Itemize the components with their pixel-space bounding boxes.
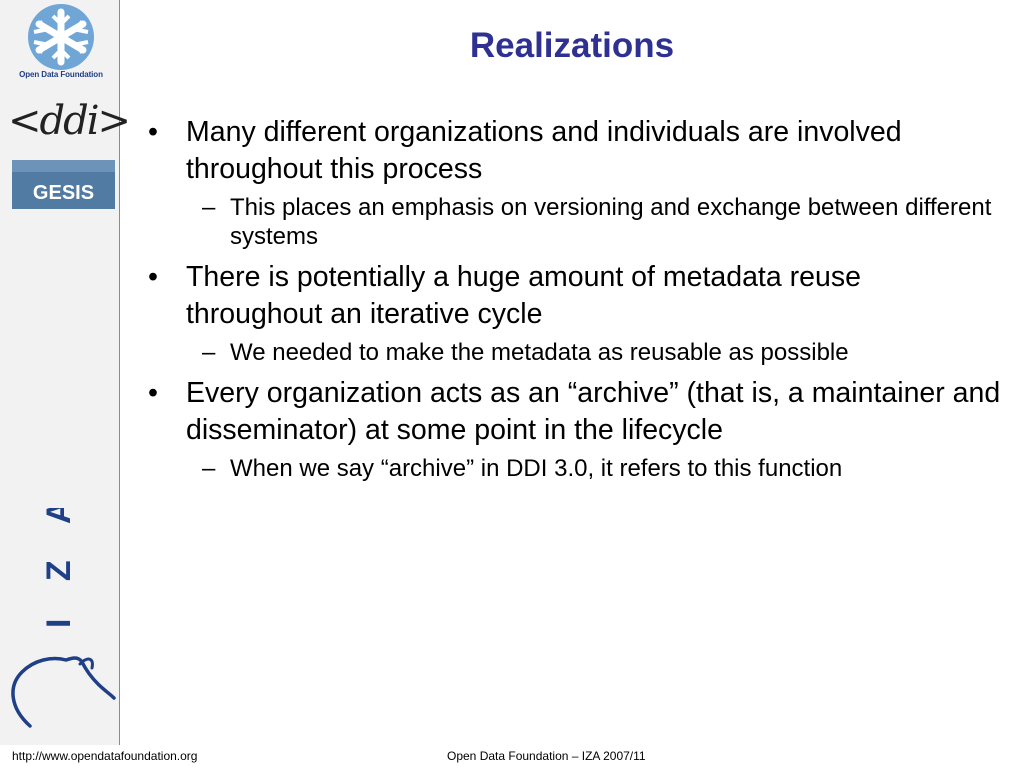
footer-url-link[interactable]: http://www.opendatafoundation.org bbox=[12, 749, 198, 763]
sub-bullet-marker: – bbox=[202, 339, 216, 366]
bullet-item bbox=[144, 114, 1004, 188]
sub-bullet-text: We needed to make the metadata as reusable as possible bbox=[230, 339, 849, 366]
bullet-text: Every organization acts as an “archive” (that is, a maintainer and disseminator) at some point in the lifecycle bbox=[186, 377, 1001, 446]
bullet-item bbox=[144, 375, 1004, 449]
sub-bullet-item bbox=[144, 193, 1004, 251]
ddi-logo: <ddi> bbox=[8, 98, 130, 144]
bullet-text: There is potentially a huge amount of metadata reuse throughout an iterative cycle bbox=[186, 261, 861, 330]
bullet-marker: • bbox=[148, 377, 158, 409]
iza-logo bbox=[8, 508, 116, 732]
gesis-logo-band bbox=[12, 160, 115, 172]
open-data-foundation-logo bbox=[10, 4, 112, 84]
slide-content bbox=[144, 114, 1004, 491]
slide-title: Realizations bbox=[469, 26, 675, 65]
footer-caption: Open Data Foundation – IZA 2007/11 bbox=[447, 749, 646, 763]
gesis-logo-text: GESIS bbox=[32, 182, 95, 204]
bullet-marker: • bbox=[148, 116, 158, 148]
sub-bullet-marker: – bbox=[202, 194, 216, 221]
sub-bullet-text: When we say “archive” in DDI 3.0, it refers to this function bbox=[230, 455, 843, 482]
bullet-text: Many different organizations and individuals are involved throughout this process bbox=[186, 116, 902, 185]
sub-bullet-item bbox=[144, 338, 1004, 367]
gesis-logo bbox=[12, 160, 115, 209]
sub-bullet-item bbox=[144, 454, 1004, 483]
sub-bullet-marker: – bbox=[202, 455, 216, 482]
logo-sidebar bbox=[0, 0, 130, 745]
odf-logo-text: Open Data Foundation bbox=[19, 70, 103, 79]
bullet-marker: • bbox=[148, 261, 158, 293]
odf-snowflake-icon bbox=[10, 4, 112, 70]
iza-logo-text: I Z A bbox=[40, 508, 78, 628]
iza-profile-icon bbox=[8, 508, 116, 732]
bullet-item bbox=[144, 259, 1004, 333]
sub-bullet-text: This places an emphasis on versioning and exchange between different systems bbox=[230, 194, 992, 250]
